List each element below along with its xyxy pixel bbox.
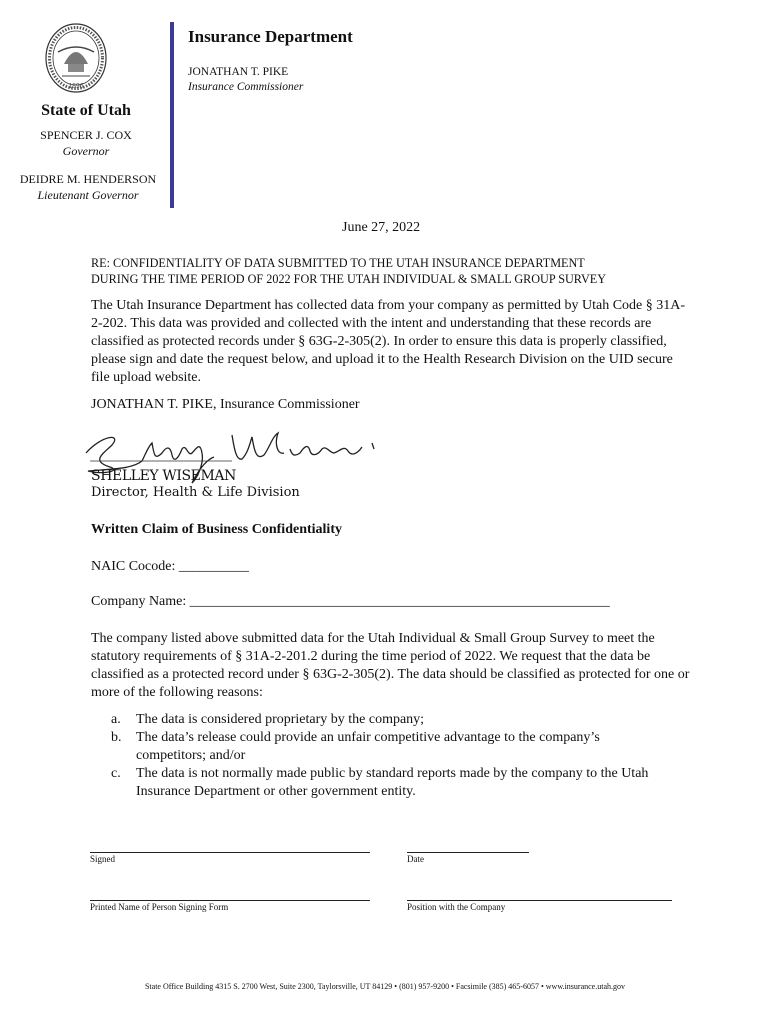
governor-name: SPENCER J. COX (40, 128, 132, 142)
body-paragraph: The Utah Insurance Department has collected data from your company as permitted by Utah Code § 31A-2-202. This data was provided and collected with the intent and understanding that these records are classified as protected records under § 63G-2-305(2). In order to ensure this data is properly classified, please sign and date the request below, and upload it to the Health Research Division on the UID secure file upload website. (91, 298, 686, 385)
re-line-2: DURING THE TIME PERIOD OF 2022 FOR THE UTAH INDIVIDUAL & SMALL GROUP SURVEY (91, 272, 607, 286)
signatory-title: Director, Health & Life Division (91, 485, 300, 500)
position-label: Position with the Company (407, 902, 506, 912)
reasons-list (111, 711, 671, 801)
letter-date: June 27, 2022 (342, 220, 421, 235)
date-line (407, 852, 529, 853)
seal-year: 1896 (68, 83, 84, 90)
footer-address: State Office Building 4315 S. 2700 West, Suite 2300, Taylorsville, UT 84129 • (801) 957-9200 • Facsimile (385) 465-6057 • www.insurance.utah.gov (144, 982, 626, 991)
company-name-field: Company Name: ____________________________________________________________ (91, 594, 610, 609)
signature-from: JONATHAN T. PIKE, Insurance Commissioner (91, 397, 360, 412)
printed-name-label: Printed Name of Person Signing Form (90, 902, 229, 912)
lt-governor-name: DEIDRE M. HENDERSON (19, 172, 157, 186)
state-name: State of Utah (41, 102, 131, 119)
re-subject (91, 255, 691, 287)
department-name: Insurance Department (188, 27, 353, 46)
position-line (407, 900, 672, 901)
reason-text: The data is not normally made public by standard reports made by the company to the Utah Insurance Department or other government entity. (136, 766, 649, 799)
signatory-name: SHELLEY WISEMAN (91, 468, 236, 484)
reason-text: The data’s release could provide an unfair competitive advantage to the company’s competitors; and/or (136, 730, 600, 763)
claim-heading: Written Claim of Business Confidentiality (91, 522, 342, 537)
claim-paragraph: The company listed above submitted data for the Utah Individual & Small Group Survey to meet the statutory requirements of § 31A-2-201.2 during the time period of 2022. We request that the data be classified as a protected record under § 63G-2-305(2). The data should be classified as protected for one or more of the following reasons: (91, 631, 690, 700)
commissioner-name: JONATHAN T. PIKE (188, 66, 289, 78)
date-label: Date (407, 854, 424, 864)
reason-marker: b. (111, 730, 122, 745)
letterhead-divider (170, 22, 174, 208)
governor-title: Governor (62, 144, 110, 158)
reason-marker: c. (111, 766, 121, 781)
reason-item (111, 729, 671, 765)
state-seal-logo (44, 22, 108, 96)
reason-marker: a. (111, 712, 121, 727)
printed-name-line (90, 900, 370, 901)
reason-item (111, 765, 671, 801)
reason-item (111, 711, 671, 729)
lt-governor-title: Lieutenant Governor (37, 188, 139, 202)
signed-line (90, 852, 370, 853)
signed-label: Signed (90, 854, 116, 864)
naic-cocode-field: NAIC Cocode: __________ (91, 559, 249, 574)
reason-text: The data is considered proprietary by the company; (136, 712, 425, 727)
re-line-1: RE: CONFIDENTIALITY OF DATA SUBMITTED TO THE UTAH INSURANCE DEPARTMENT (91, 256, 585, 270)
commissioner-title: Insurance Commissioner (188, 81, 304, 93)
